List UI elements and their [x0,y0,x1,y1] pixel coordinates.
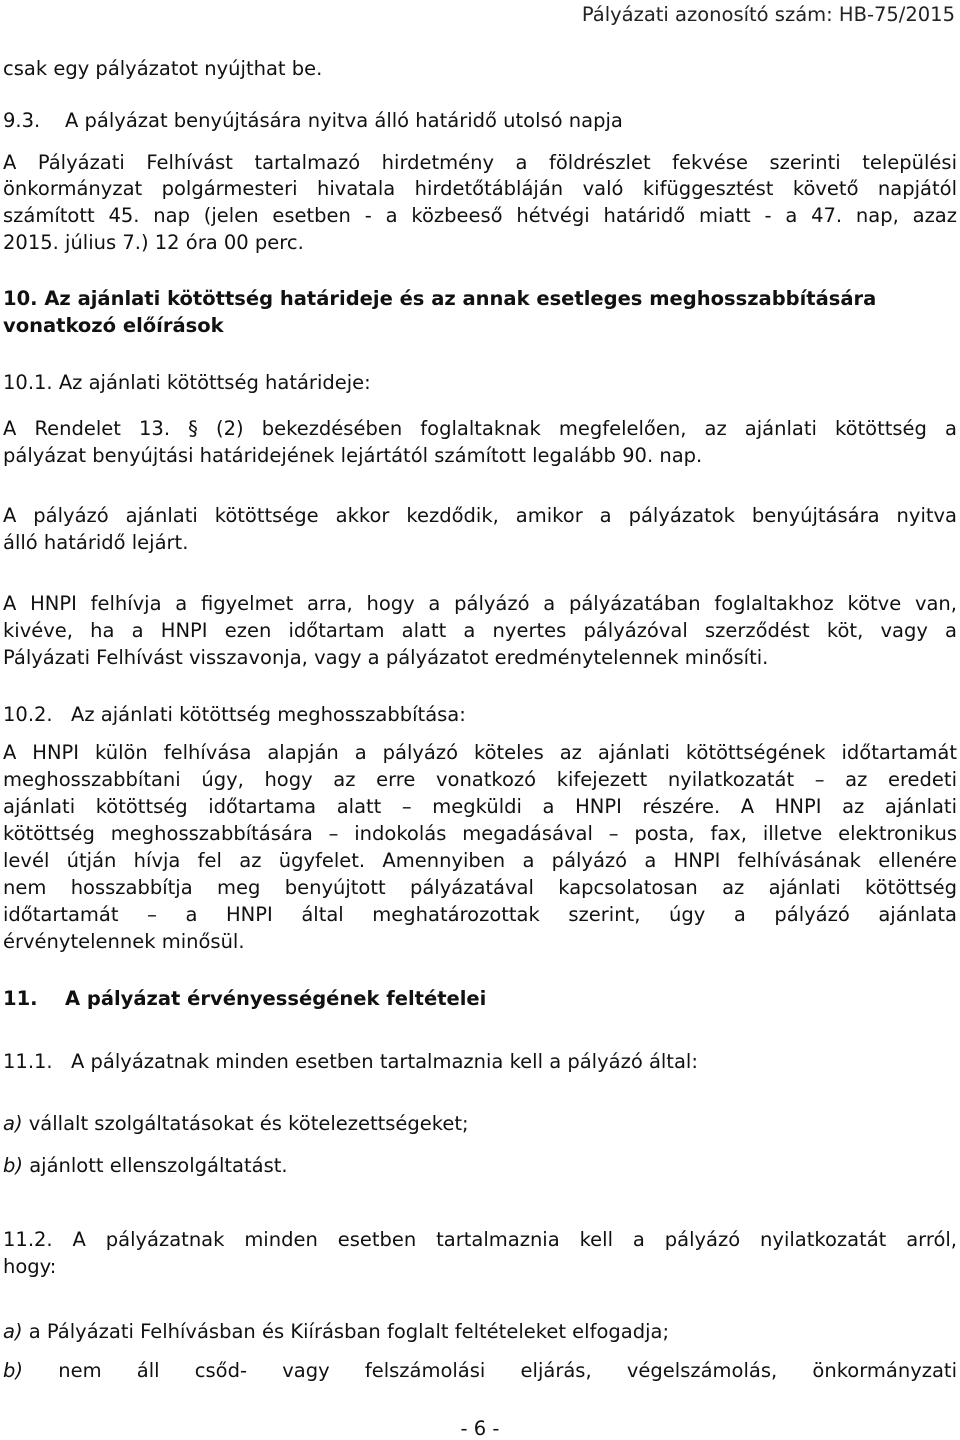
section-title: Az ajánlati kötöttség meghosszabbítása: [71,703,466,726]
paragraph-line: A HNPI felhívja a figyelmet arra, hogy a pályázó a pályázatában foglaltakhoz kötve van, [3,592,957,615]
list-item [3,1358,957,1384]
section-title: A pályázat benyújtására nyitva álló határidő utolsó napja [65,109,623,132]
list-label: b) [3,1359,23,1382]
section-number: 11. [3,987,38,1010]
paragraph-line: ajánlati kötöttség időtartama alatt – megküldi a HNPI részére. A HNPI az ajánlati [3,795,957,818]
paragraph-line: hogy: [3,1255,57,1278]
list-text: nem áll csőd- vagy felszámolási eljárás, végelszámolás, önkormányzati [23,1359,957,1382]
section-title: A pályázatnak minden esetben tartalmaznia kell a pályázó által: [71,1050,698,1073]
section-title: A pályázat érvényességének feltételei [65,987,487,1010]
section-11-heading [3,986,486,1012]
section-10-2-heading [3,702,466,728]
list-text: a Pályázati Felhívásban és Kiírásban foglalt feltételeket elfogadja; [22,1320,670,1343]
paragraph-line: kivéve, ha a HNPI ezen időtartam alatt a nyertes pályázóval szerződést köt, vagy a [3,619,957,642]
paragraph-line: pályázat benyújtási határidejének lejártától számított legalább 90. nap. [3,444,703,467]
paragraph-line: kötöttség meghosszabbítására – indokolás megadásával – posta, fax, illetve elektronikus [3,822,957,845]
paragraph-line: A pályázó ajánlati kötöttsége akkor kezdődik, amikor a pályázatok benyújtására nyitva [3,504,957,527]
list-text: vállalt szolgáltatásokat és kötelezettségeket; [22,1112,469,1135]
section-10-1-heading: 10.1. Az ajánlati kötöttség határideje: [3,371,371,394]
section-number: 10. [3,287,38,310]
list-item [3,1111,469,1137]
list-label: a) [3,1112,23,1135]
paragraph-line: levél útján hívja fel az ügyfelet. Amennyiben a pályázó a HNPI felhívásának ellenére [3,849,957,872]
list-label: a) [3,1320,23,1343]
paragraph-line: 2015. július 7.) 12 óra 00 perc. [3,231,304,254]
paragraph-line: A Pályázati Felhívást tartalmazó hirdetmény a földrészlet fekvése szerinti települési [3,151,957,174]
page-number: - 6 - [460,1417,500,1440]
section-number: 10.2. [3,703,53,726]
paragraph-line: számított 45. nap (jelen esetben - a közbeeső hétvégi határidő miatt - a 47. nap, azaz [3,204,957,227]
paragraph-line: A Rendelet 13. § (2) bekezdésében foglaltaknak megfelelően, az ajánlati kötöttség a [3,417,957,440]
section-number: 9.3. [3,109,41,132]
list-item [3,1319,669,1345]
document-id-header: Pályázati azonosító szám: HB-75/2015 [581,3,955,26]
section-11-1-heading [3,1049,698,1075]
list-label: b) [3,1154,23,1177]
text-line: csak egy pályázatot nyújthat be. [3,57,323,80]
paragraph-line: Pályázati Felhívást visszavonja, vagy a pályázatot eredménytelennek minősíti. [3,646,769,669]
paragraph-line: A HNPI külön felhívása alapján a pályázó köteles az ajánlati kötöttségének időtartamát [3,741,957,764]
section-10-heading-cont: vonatkozó előírások [3,314,224,337]
section-10-heading [3,286,876,312]
paragraph-line: nem hosszabbítja meg benyújtott pályázatával kapcsolatosan az ajánlati kötöttség [3,876,957,899]
list-text: ajánlott ellenszolgáltatást. [23,1154,288,1177]
section-9-3-heading [3,108,623,134]
paragraph-line: érvénytelennek minősül. [3,930,245,953]
section-number: 11.1. [3,1050,53,1073]
list-item [3,1153,288,1179]
paragraph-line: álló határidő lejárt. [3,531,189,554]
paragraph-line: meghosszabbítani úgy, hogy az erre vonatkozó kifejezett nyilatkozatát – az eredeti [3,768,957,791]
paragraph-line: önkormányzat polgármesteri hivatala hirdetőtábláján való kifüggesztést követő napjától [3,177,957,200]
section-11-2-line: 11.2. A pályázatnak minden esetben tartalmaznia kell a pályázó nyilatkozatát arról, [3,1228,957,1251]
section-title: Az ajánlati kötöttség határideje és az annak esetleges meghosszabbítására [44,287,877,310]
paragraph-line: időtartamát – a HNPI által meghatározottak szerint, úgy a pályázó ajánlata [3,903,957,926]
